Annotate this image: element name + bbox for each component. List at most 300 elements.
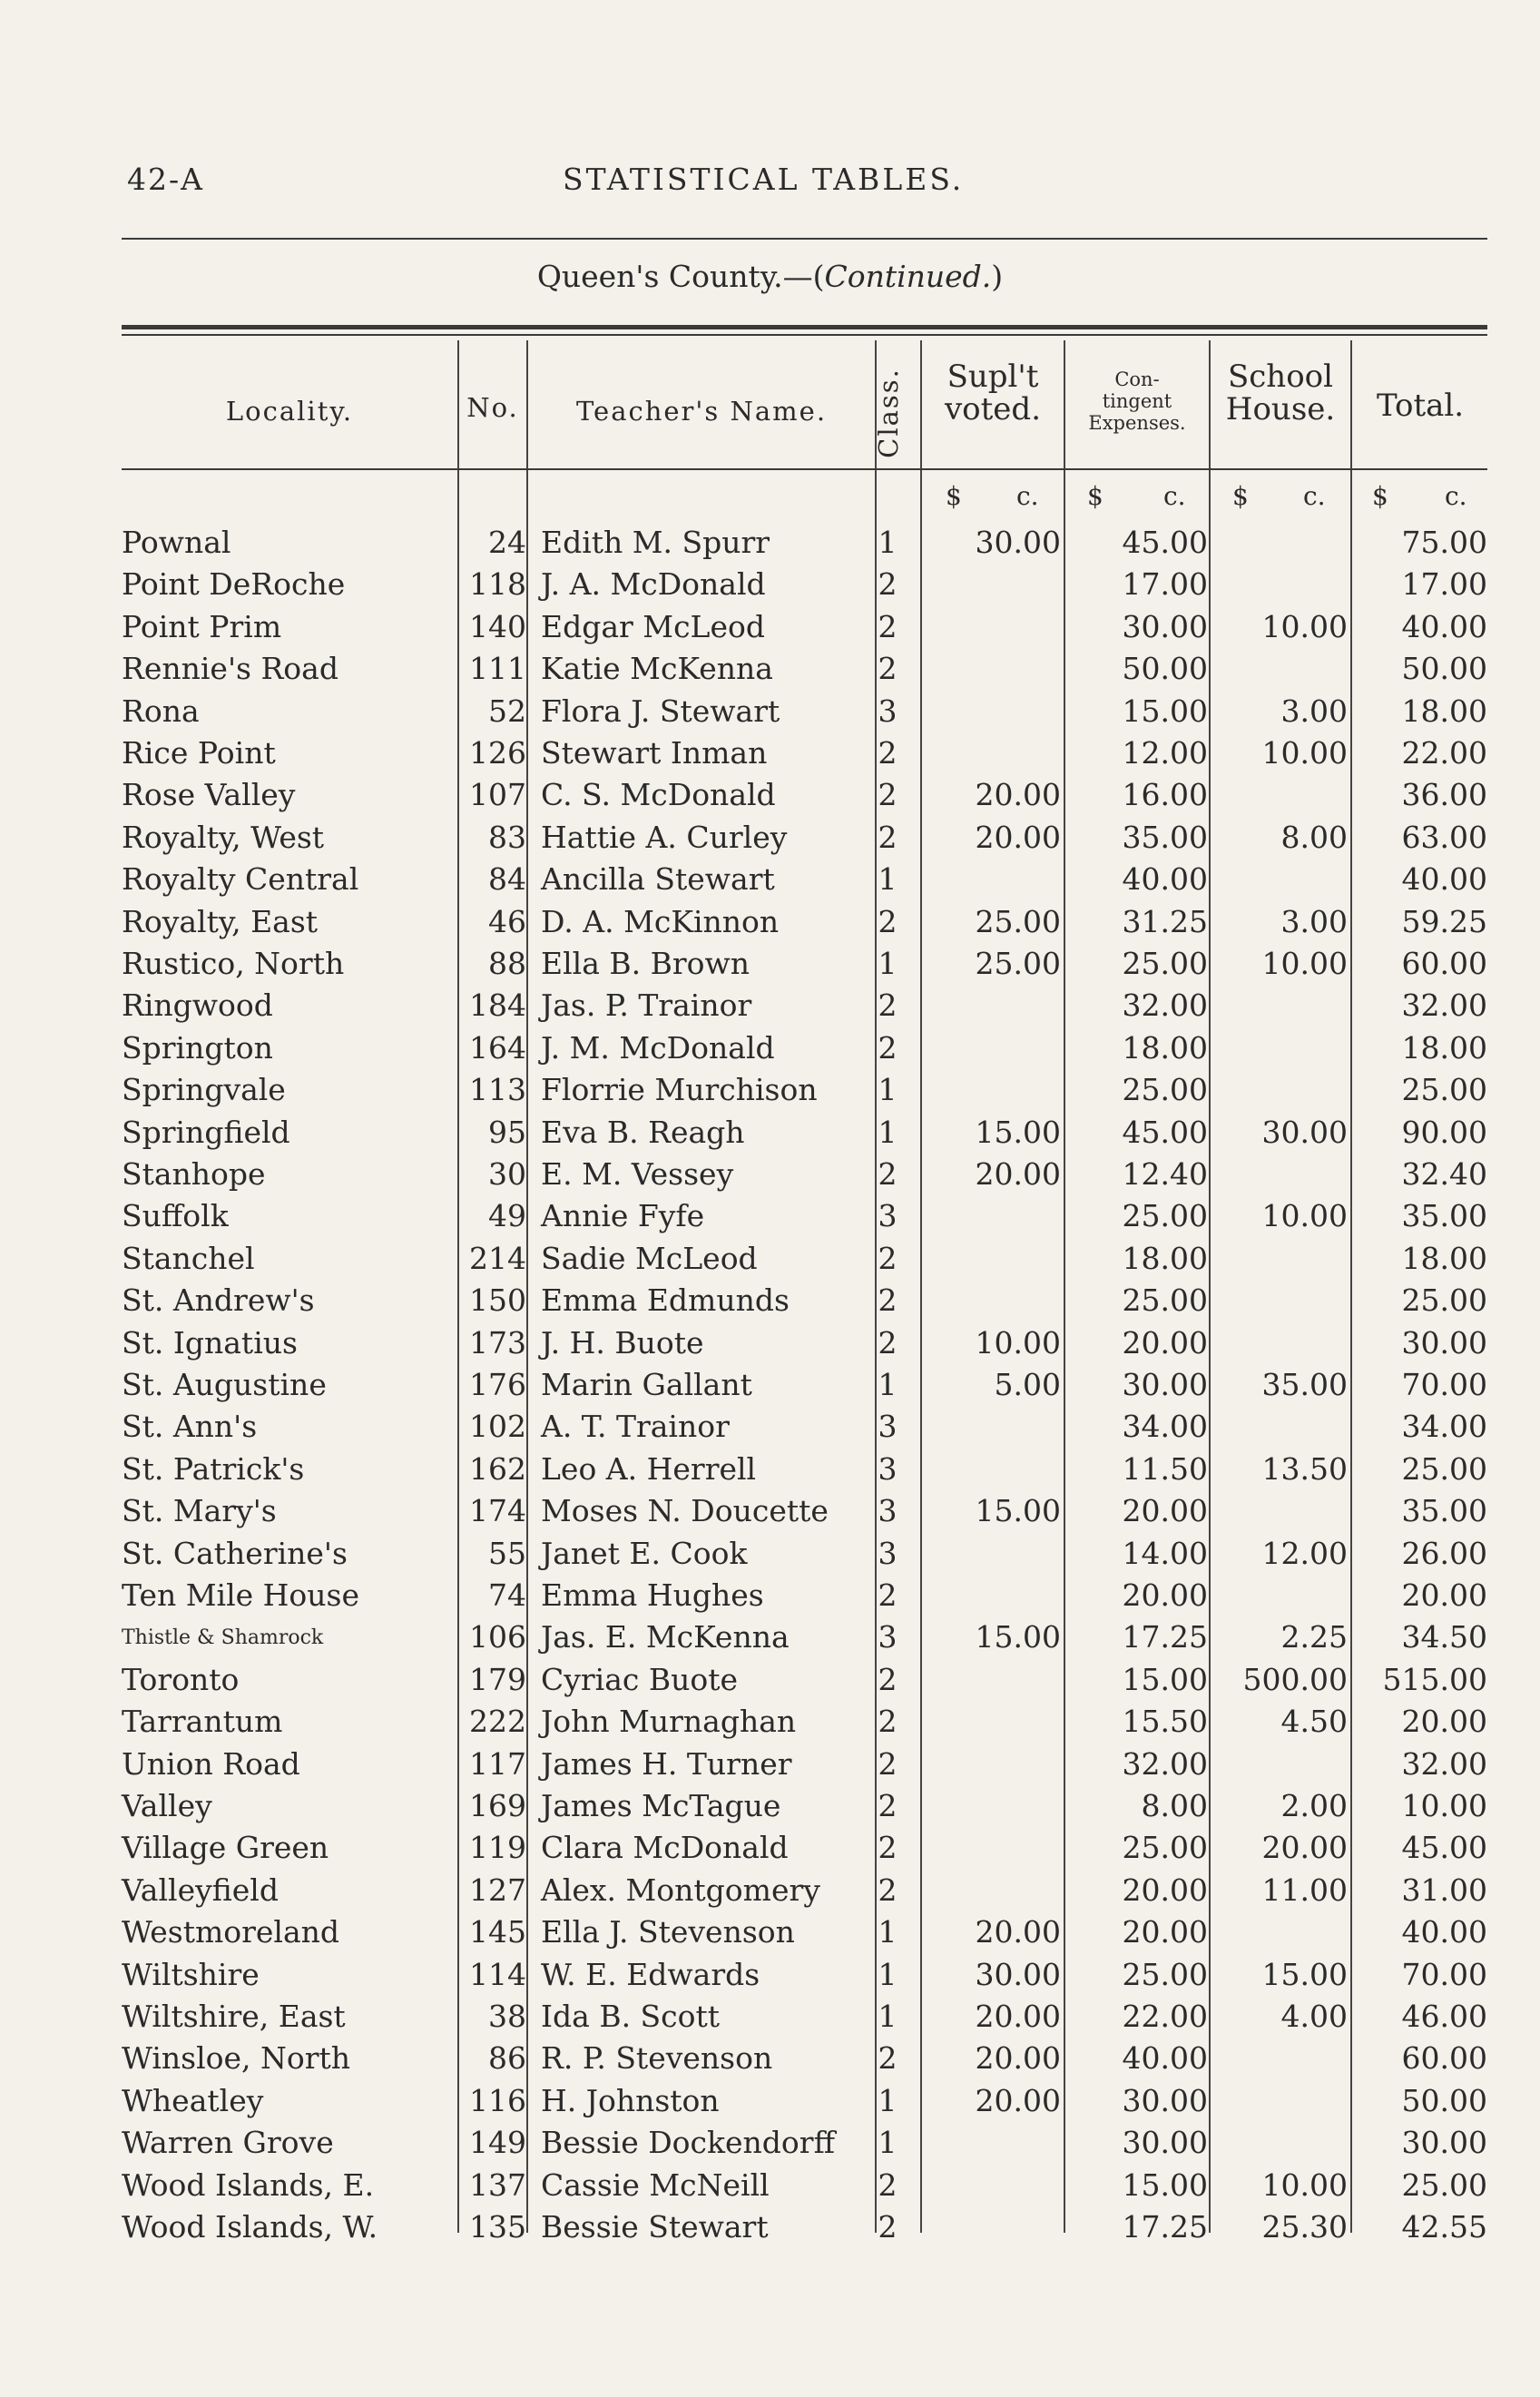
teacher-name-cell: D. A. McKinnon (541, 903, 780, 939)
contingent-cell: 15.00 (1122, 693, 1208, 729)
table-row (0, 1072, 1540, 1114)
number-cell: 137 (469, 2166, 526, 2203)
total-cell: 60.00 (1401, 2040, 1487, 2077)
total-cell: 34.00 (1401, 1409, 1487, 1445)
supplement-cell: 15.00 (975, 1493, 1061, 1529)
table-row (0, 1830, 1540, 1871)
total-cell: 35.00 (1401, 1493, 1487, 1529)
class-cell: 3 (878, 1493, 898, 1529)
class-cell: 2 (878, 1745, 898, 1782)
total-cell: 90.00 (1401, 1114, 1487, 1150)
contingent-cell: 25.00 (1122, 1830, 1208, 1866)
contingent-cell: 15.50 (1122, 1704, 1208, 1740)
locality-cell: St. Augustine (122, 1367, 327, 1402)
locality-cell: Rose Valley (122, 777, 296, 813)
contingent-cell: 30.00 (1122, 1367, 1208, 1402)
class-cell: 2 (878, 1704, 898, 1740)
class-cell: 2 (878, 903, 898, 939)
contingent-cell: 25.00 (1122, 1198, 1208, 1234)
locality-cell: Tarrantum (122, 1704, 283, 1740)
header-total: Total. (1376, 388, 1465, 424)
total-cell: 35.00 (1401, 1198, 1487, 1234)
total-cell: 18.00 (1401, 1029, 1487, 1066)
table-row (0, 1957, 1540, 1999)
class-cell: 2 (878, 987, 898, 1024)
table-row (0, 1030, 1540, 1072)
contingent-cell: 20.00 (1122, 1914, 1208, 1950)
contingent-cell: 45.00 (1122, 1114, 1208, 1150)
class-cell: 2 (878, 1282, 898, 1319)
school-house-cell: 10.00 (1261, 946, 1348, 981)
contingent-cell: 30.00 (1122, 608, 1208, 644)
class-cell: 1 (878, 1956, 898, 1992)
total-cell: 25.00 (1401, 2166, 1487, 2203)
total-cell: 32.00 (1401, 1745, 1487, 1782)
number-cell: 46 (488, 903, 526, 939)
contingent-cell: 25.00 (1122, 946, 1208, 981)
class-cell: 1 (878, 2082, 898, 2118)
header-locality: Locality. (225, 396, 354, 427)
total-cell: 36.00 (1401, 777, 1487, 813)
class-cell: 1 (878, 1114, 898, 1150)
contingent-cell: 25.00 (1122, 1072, 1208, 1108)
contingent-cell: 17.25 (1122, 1619, 1208, 1655)
header-school: School House. (1225, 359, 1336, 427)
school-house-cell: 4.00 (1280, 1999, 1348, 2034)
table-top-rule-thin (122, 334, 1487, 336)
table-row (0, 1577, 1540, 1619)
contingent-cell: 12.00 (1122, 735, 1208, 771)
class-cell: 3 (878, 1619, 898, 1655)
header-rule (122, 238, 1487, 240)
supplement-cell: 20.00 (975, 2040, 1061, 2077)
locality-cell: Wood Islands, W. (122, 2209, 378, 2245)
table-row (0, 946, 1540, 987)
contingent-cell: 25.00 (1122, 1282, 1208, 1319)
number-cell: 140 (469, 608, 526, 644)
total-cell: 30.00 (1401, 2125, 1487, 2161)
number-cell: 52 (488, 693, 526, 729)
supplement-cell: 30.00 (975, 525, 1061, 560)
supplement-cell: 20.00 (975, 777, 1061, 813)
class-cell: 2 (878, 2166, 898, 2203)
teacher-name-cell: Stewart Inman (541, 735, 768, 771)
teacher-name-cell: Annie Fyfe (541, 1198, 705, 1234)
total-cell: 25.00 (1401, 1072, 1487, 1108)
school-house-cell: 4.50 (1280, 1704, 1348, 1740)
subtitle-italic: Continued. (824, 259, 992, 294)
locality-cell: St. Andrew's (122, 1282, 315, 1319)
supplement-cell: 25.00 (975, 903, 1061, 939)
locality-cell: Springvale (122, 1072, 286, 1108)
total-cell: 26.00 (1401, 1535, 1487, 1571)
header-contingent: Con- tingent Expenses. (1088, 368, 1186, 435)
total-cell: 50.00 (1401, 651, 1487, 687)
school-house-cell: 3.00 (1280, 903, 1348, 939)
locality-cell: Warren Grove (122, 2125, 334, 2161)
units-dollar: $ (1232, 481, 1249, 511)
units-cents: c. (1163, 481, 1186, 511)
locality-cell: Wood Islands, E. (122, 2166, 375, 2203)
supplement-cell: 5.00 (994, 1367, 1061, 1402)
class-cell: 2 (878, 1871, 898, 1908)
total-cell: 30.00 (1401, 1324, 1487, 1361)
supplement-cell: 25.00 (975, 946, 1061, 981)
locality-cell: St. Patrick's (122, 1450, 305, 1487)
locality-cell: Valley (122, 1788, 212, 1823)
locality-cell: Village Green (122, 1830, 329, 1866)
teacher-name-cell: Florrie Murchison (541, 1072, 818, 1108)
teacher-name-cell: Clara McDonald (541, 1830, 789, 1866)
locality-cell: Rona (122, 693, 200, 729)
teacher-name-cell: Katie McKenna (541, 651, 773, 687)
supplement-cell: 20.00 (975, 1914, 1061, 1950)
supplement-cell: 20.00 (975, 819, 1061, 855)
total-cell: 59.25 (1401, 903, 1487, 939)
subtitle-close: ) (991, 259, 1004, 294)
total-cell: 18.00 (1401, 693, 1487, 729)
header-teacher: Teacher's Name. (575, 396, 828, 427)
teacher-name-cell: C. S. McDonald (541, 777, 776, 813)
table-row (0, 987, 1540, 1029)
locality-cell: Point DeRoche (122, 566, 346, 603)
number-cell: 111 (469, 651, 526, 687)
total-cell: 25.00 (1401, 1450, 1487, 1487)
units-dollar: $ (1372, 481, 1388, 511)
total-cell: 34.50 (1401, 1619, 1487, 1655)
table-row (0, 1282, 1540, 1324)
number-cell: 118 (469, 566, 526, 603)
number-cell: 169 (469, 1788, 526, 1823)
number-cell: 184 (469, 987, 526, 1024)
locality-cell: Winsloe, North (122, 2040, 351, 2077)
number-cell: 173 (469, 1324, 526, 1361)
contingent-cell: 15.00 (1122, 1661, 1208, 1697)
class-cell: 2 (878, 566, 898, 603)
total-cell: 40.00 (1401, 861, 1487, 898)
class-cell: 2 (878, 2040, 898, 2077)
supplement-cell: 30.00 (975, 1956, 1061, 1992)
class-cell: 3 (878, 1198, 898, 1234)
total-cell: 70.00 (1401, 1367, 1487, 1402)
school-house-cell: 12.00 (1261, 1535, 1348, 1571)
table-row (0, 904, 1540, 946)
table-row (0, 1704, 1540, 1745)
teacher-name-cell: E. M. Vessey (541, 1156, 734, 1192)
contingent-cell: 20.00 (1122, 1871, 1208, 1908)
locality-cell: Thistle & Shamrock (122, 1626, 324, 1650)
teacher-name-cell: Ida B. Scott (541, 1999, 721, 2034)
number-cell: 145 (469, 1914, 526, 1950)
table-row (0, 1662, 1540, 1704)
contingent-cell: 17.25 (1122, 2209, 1208, 2245)
teacher-name-cell: Edgar McLeod (541, 608, 765, 644)
teacher-name-cell: Ella B. Brown (541, 946, 750, 981)
header-supp: Supl't voted. (944, 359, 1042, 427)
table-row (0, 1409, 1540, 1450)
supplement-cell: 20.00 (975, 2082, 1061, 2118)
class-cell: 2 (878, 1240, 898, 1276)
teacher-name-cell: W. E. Edwards (541, 1956, 760, 1992)
table-row (0, 1198, 1540, 1240)
teacher-name-cell: Bessie Dockendorff (541, 2125, 836, 2161)
teacher-name-cell: John Murnaghan (541, 1704, 797, 1740)
contingent-cell: 12.40 (1122, 1156, 1208, 1192)
locality-cell: Wiltshire (122, 1956, 260, 1992)
total-cell: 515.00 (1382, 1661, 1487, 1697)
number-cell: 30 (488, 1156, 526, 1192)
number-cell: 95 (488, 1114, 526, 1150)
contingent-cell: 45.00 (1122, 525, 1208, 560)
class-cell: 2 (878, 1661, 898, 1697)
contingent-cell: 18.00 (1122, 1029, 1208, 1066)
locality-cell: Wheatley (122, 2082, 264, 2118)
total-cell: 63.00 (1401, 819, 1487, 855)
table-row (0, 1999, 1540, 2040)
number-cell: 113 (469, 1072, 526, 1108)
contingent-cell: 17.00 (1122, 566, 1208, 603)
total-cell: 40.00 (1401, 608, 1487, 644)
teacher-name-cell: Jas. P. Trainor (541, 987, 752, 1024)
page-title: STATISTICAL TABLES. (563, 162, 965, 197)
locality-cell: Springton (122, 1029, 273, 1066)
table-row (0, 651, 1540, 693)
table-row (0, 525, 1540, 566)
locality-cell: Rustico, North (122, 946, 345, 981)
contingent-cell: 32.00 (1122, 987, 1208, 1024)
total-cell: 50.00 (1401, 2082, 1487, 2118)
contingent-cell: 18.00 (1122, 1240, 1208, 1276)
teacher-name-cell: Ancilla Stewart (541, 861, 775, 898)
school-house-cell: 2.00 (1280, 1788, 1348, 1823)
teacher-name-cell: Sadie McLeod (541, 1240, 758, 1276)
locality-cell: Pownal (122, 525, 231, 560)
teacher-name-cell: Flora J. Stewart (541, 693, 780, 729)
teacher-name-cell: Marin Gallant (541, 1367, 752, 1402)
table-row (0, 777, 1540, 819)
number-cell: 174 (469, 1493, 526, 1529)
locality-cell: Toronto (122, 1661, 240, 1697)
page-header (127, 162, 1488, 207)
table-row (0, 2040, 1540, 2082)
teacher-name-cell: J. A. McDonald (541, 566, 766, 603)
locality-cell: Springfield (122, 1114, 290, 1150)
locality-cell: Rice Point (122, 735, 276, 771)
class-cell: 1 (878, 525, 898, 560)
subtitle-text: Queen's County.—( (536, 259, 825, 294)
number-cell: 116 (469, 2082, 526, 2118)
total-cell: 25.00 (1401, 1282, 1487, 1319)
number-cell: 55 (488, 1535, 526, 1571)
school-house-cell: 8.00 (1280, 819, 1348, 855)
teacher-name-cell: Emma Hughes (541, 1577, 764, 1613)
total-cell: 20.00 (1401, 1704, 1487, 1740)
number-cell: 83 (488, 819, 526, 855)
table-row (0, 1241, 1540, 1282)
table-row (0, 609, 1540, 651)
school-house-cell: 10.00 (1261, 735, 1348, 771)
number-cell: 38 (488, 1999, 526, 2034)
teacher-name-cell: Emma Edmunds (541, 1282, 790, 1319)
number-cell: 106 (469, 1619, 526, 1655)
teacher-name-cell: Cyriac Buote (541, 1661, 739, 1697)
number-cell: 119 (469, 1830, 526, 1866)
school-house-cell: 10.00 (1261, 608, 1348, 644)
number-cell: 114 (469, 1956, 526, 1992)
school-house-cell: 10.00 (1261, 2166, 1348, 2203)
contingent-cell: 20.00 (1122, 1493, 1208, 1529)
class-cell: 3 (878, 1450, 898, 1487)
class-cell: 3 (878, 693, 898, 729)
units-cents: c. (1303, 481, 1326, 511)
teacher-name-cell: J. H. Buote (541, 1324, 704, 1361)
locality-cell: Ringwood (122, 987, 273, 1024)
number-cell: 126 (469, 735, 526, 771)
class-cell: 2 (878, 819, 898, 855)
class-cell: 2 (878, 777, 898, 813)
teacher-name-cell: J. M. McDonald (541, 1029, 775, 1066)
total-cell: 42.55 (1401, 2209, 1487, 2245)
contingent-cell: 32.00 (1122, 1745, 1208, 1782)
school-house-cell: 10.00 (1261, 1198, 1348, 1234)
locality-cell: St. Mary's (122, 1493, 277, 1529)
teacher-name-cell: Ella J. Stevenson (541, 1914, 795, 1950)
contingent-cell: 30.00 (1122, 2125, 1208, 2161)
header-bottom-rule (122, 468, 1487, 470)
number-cell: 164 (469, 1029, 526, 1066)
contingent-cell: 31.25 (1122, 903, 1208, 939)
supplement-cell: 15.00 (975, 1619, 1061, 1655)
units-cents: c. (1445, 481, 1467, 511)
teacher-name-cell: Bessie Stewart (541, 2209, 769, 2245)
supplement-cell: 20.00 (975, 1156, 1061, 1192)
contingent-cell: 34.00 (1122, 1409, 1208, 1445)
locality-cell: Suffolk (122, 1198, 229, 1234)
number-cell: 149 (469, 2125, 526, 2161)
locality-cell: Royalty, West (122, 819, 325, 855)
number-cell: 179 (469, 1661, 526, 1697)
number-cell: 214 (469, 1240, 526, 1276)
contingent-cell: 40.00 (1122, 2040, 1208, 2077)
number-cell: 84 (488, 861, 526, 898)
locality-cell: Stanchel (122, 1240, 255, 1276)
number-cell: 74 (488, 1577, 526, 1613)
table-row (0, 693, 1540, 735)
school-house-cell: 11.00 (1261, 1871, 1348, 1908)
total-cell: 20.00 (1401, 1577, 1487, 1613)
class-cell: 2 (878, 1788, 898, 1823)
table-row (0, 735, 1540, 777)
school-house-cell: 500.00 (1242, 1661, 1348, 1697)
total-cell: 75.00 (1401, 525, 1487, 560)
class-cell: 1 (878, 1367, 898, 1402)
number-cell: 162 (469, 1450, 526, 1487)
class-cell: 1 (878, 946, 898, 981)
class-cell: 1 (878, 1999, 898, 2034)
locality-cell: St. Ann's (122, 1409, 258, 1445)
table-subtitle (0, 259, 1540, 294)
table-row (0, 1872, 1540, 1914)
contingent-cell: 50.00 (1122, 651, 1208, 687)
locality-cell: Westmoreland (122, 1914, 340, 1950)
contingent-cell: 14.00 (1122, 1535, 1208, 1571)
header-class: Class. (873, 368, 904, 458)
table-row (0, 2167, 1540, 2209)
class-cell: 2 (878, 1830, 898, 1866)
number-cell: 176 (469, 1367, 526, 1402)
class-cell: 1 (878, 1072, 898, 1108)
total-cell: 60.00 (1401, 946, 1487, 981)
number-cell: 222 (469, 1704, 526, 1740)
supplement-cell: 15.00 (975, 1114, 1061, 1150)
supplement-cell: 20.00 (975, 1999, 1061, 2034)
school-house-cell: 3.00 (1280, 693, 1348, 729)
locality-cell: Ten Mile House (122, 1577, 360, 1613)
units-dollar: $ (1087, 481, 1104, 511)
total-cell: 32.40 (1401, 1156, 1487, 1192)
table-row (0, 566, 1540, 608)
locality-cell: Point Prim (122, 608, 282, 644)
total-cell: 18.00 (1401, 1240, 1487, 1276)
total-cell: 22.00 (1401, 735, 1487, 771)
teacher-name-cell: H. Johnston (541, 2082, 720, 2118)
school-house-cell: 30.00 (1261, 1114, 1348, 1150)
contingent-cell: 35.00 (1122, 819, 1208, 855)
number-cell: 86 (488, 2040, 526, 2077)
number-cell: 127 (469, 1871, 526, 1908)
table-row (0, 820, 1540, 861)
class-cell: 2 (878, 2209, 898, 2245)
locality-cell: Valleyfield (122, 1871, 279, 1908)
table-row (0, 1367, 1540, 1409)
teacher-name-cell: A. T. Trainor (541, 1409, 730, 1445)
contingent-cell: 22.00 (1122, 1999, 1208, 2034)
contingent-cell: 16.00 (1122, 777, 1208, 813)
school-house-cell: 2.25 (1280, 1619, 1348, 1655)
table-row (0, 2125, 1540, 2166)
locality-cell: St. Ignatius (122, 1324, 298, 1361)
table-top-rule-thick (122, 325, 1487, 329)
number-cell: 135 (469, 2209, 526, 2245)
school-house-cell: 20.00 (1261, 1830, 1348, 1866)
table-row (0, 1536, 1540, 1577)
teacher-name-cell: R. P. Stevenson (541, 2040, 773, 2077)
contingent-cell: 20.00 (1122, 1577, 1208, 1613)
contingent-cell: 8.00 (1141, 1788, 1208, 1823)
class-cell: 2 (878, 1029, 898, 1066)
number-cell: 102 (469, 1409, 526, 1445)
teacher-name-cell: Cassie McNeill (541, 2166, 770, 2203)
table-row (0, 2209, 1540, 2251)
school-house-cell: 13.50 (1261, 1450, 1348, 1487)
table-row (0, 1619, 1540, 1661)
teacher-name-cell: Moses N. Doucette (541, 1493, 829, 1529)
units-cents: c. (1016, 481, 1039, 511)
teacher-name-cell: Janet E. Cook (541, 1535, 748, 1571)
class-cell: 1 (878, 1914, 898, 1950)
total-cell: 31.00 (1401, 1871, 1487, 1908)
total-cell: 46.00 (1401, 1999, 1487, 2034)
class-cell: 3 (878, 1535, 898, 1571)
teacher-name-cell: Edith M. Spurr (541, 525, 770, 560)
locality-cell: Rennie's Road (122, 651, 338, 687)
total-cell: 17.00 (1401, 566, 1487, 603)
header-no: No. (466, 392, 519, 423)
page-number: 42-A (127, 162, 204, 197)
teacher-name-cell: Alex. Montgomery (541, 1871, 820, 1908)
number-cell: 88 (488, 946, 526, 981)
table-row (0, 1493, 1540, 1535)
